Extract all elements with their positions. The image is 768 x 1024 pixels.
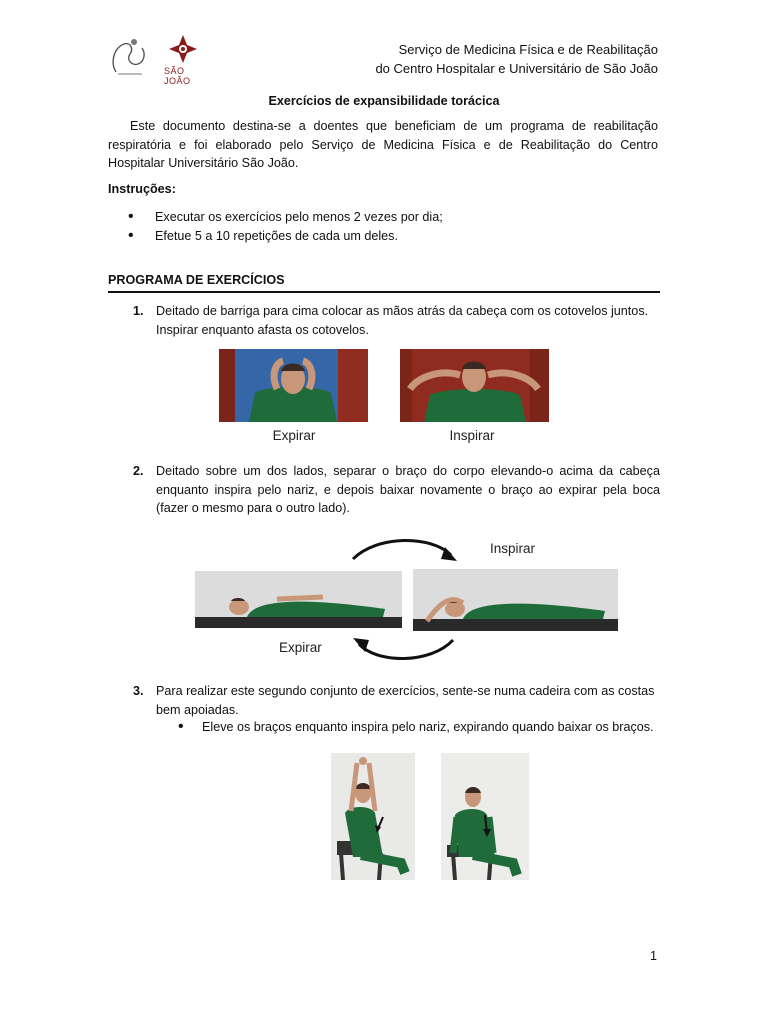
- document-title: Exercícios de expansibilidade torácica: [268, 94, 500, 108]
- program-heading: PROGRAMA DE EXERCÍCIOS: [108, 273, 285, 287]
- exercise-3-number: 3.: [133, 684, 144, 698]
- sao-joao-cross-icon: [168, 34, 198, 64]
- curved-arrow-right-icon: [345, 535, 465, 565]
- intro-paragraph: Este documento destina-se a doentes que beneficiam de um programa de reabilitação respiratória e foi elaborado pelo Serviço de Medicina Física e de Reabilitação do Centro Hospitalar Universitário São João.: [108, 119, 658, 170]
- exercise-1-photo-expirar: [219, 349, 368, 422]
- bullet-icon: •: [178, 718, 184, 735]
- header-logos: [108, 34, 208, 86]
- list-item: [128, 227, 648, 246]
- header-org-line2: do Centro Hospitalar e Universitário de São João: [375, 60, 658, 76]
- exercise-2-photo-inspirar: [413, 569, 618, 631]
- exercise-1-caption-inspirar: Inspirar: [449, 428, 495, 443]
- exercise-1-caption-expirar: Expirar: [272, 428, 316, 443]
- header-org: [330, 41, 658, 78]
- exercise-1-text: Deitado de barriga para cima colocar as mãos atrás da cabeça com os cotovelos juntos. Inspirar enquanto afasta os cotovelos.: [156, 304, 649, 337]
- bullet-icon: •: [128, 208, 134, 225]
- logo-caption: SÃO JOÃO: [164, 66, 191, 86]
- hospital-logo-icon: [108, 34, 152, 80]
- page-number: 1: [650, 949, 658, 963]
- exercise-2-text: Deitado sobre um dos lados, separar o braço do corpo elevando-o acima da cabeça enquanto inspira pelo nariz, e depois baixar novamente o braço ao expirar pela boca (fazer o mesmo para o outro lado).: [156, 464, 660, 515]
- instruction-text: Efetue 5 a 10 repetições de cada um deles.: [155, 229, 398, 243]
- exercise-2-caption-inspirar: Inspirar: [490, 541, 536, 556]
- instruction-text: Executar os exercícios pelo menos 2 vezes por dia;: [155, 210, 443, 224]
- exercise-2-caption-expirar: Expirar: [279, 640, 322, 655]
- exercise-3-text: Para realizar este segundo conjunto de exercícios, sente-se numa cadeira com as costas bem apoiadas.: [156, 684, 655, 717]
- exercise-3-photo-arms-up: [331, 753, 415, 880]
- curved-arrow-left-icon: [345, 634, 465, 664]
- instructions-heading: Instruções:: [108, 182, 176, 196]
- section-divider: [108, 291, 660, 293]
- list-item: [128, 208, 648, 227]
- exercise-2-photo-expirar: [195, 571, 402, 628]
- exercise-1-number: 1.: [133, 304, 144, 318]
- exercise-1-photo-inspirar: [400, 349, 549, 422]
- header-org-line1: Serviço de Medicina Física e de Reabilitação: [398, 42, 658, 57]
- instructions-list: [128, 208, 648, 246]
- exercise-2-number: 2.: [133, 464, 144, 478]
- exercise-3-photo-arms-down: [441, 753, 529, 880]
- exercise-3-subbullet-text: Eleve os braços enquanto inspira pelo nariz, expirando quando baixar os braços.: [202, 720, 654, 734]
- bullet-icon: •: [128, 227, 134, 244]
